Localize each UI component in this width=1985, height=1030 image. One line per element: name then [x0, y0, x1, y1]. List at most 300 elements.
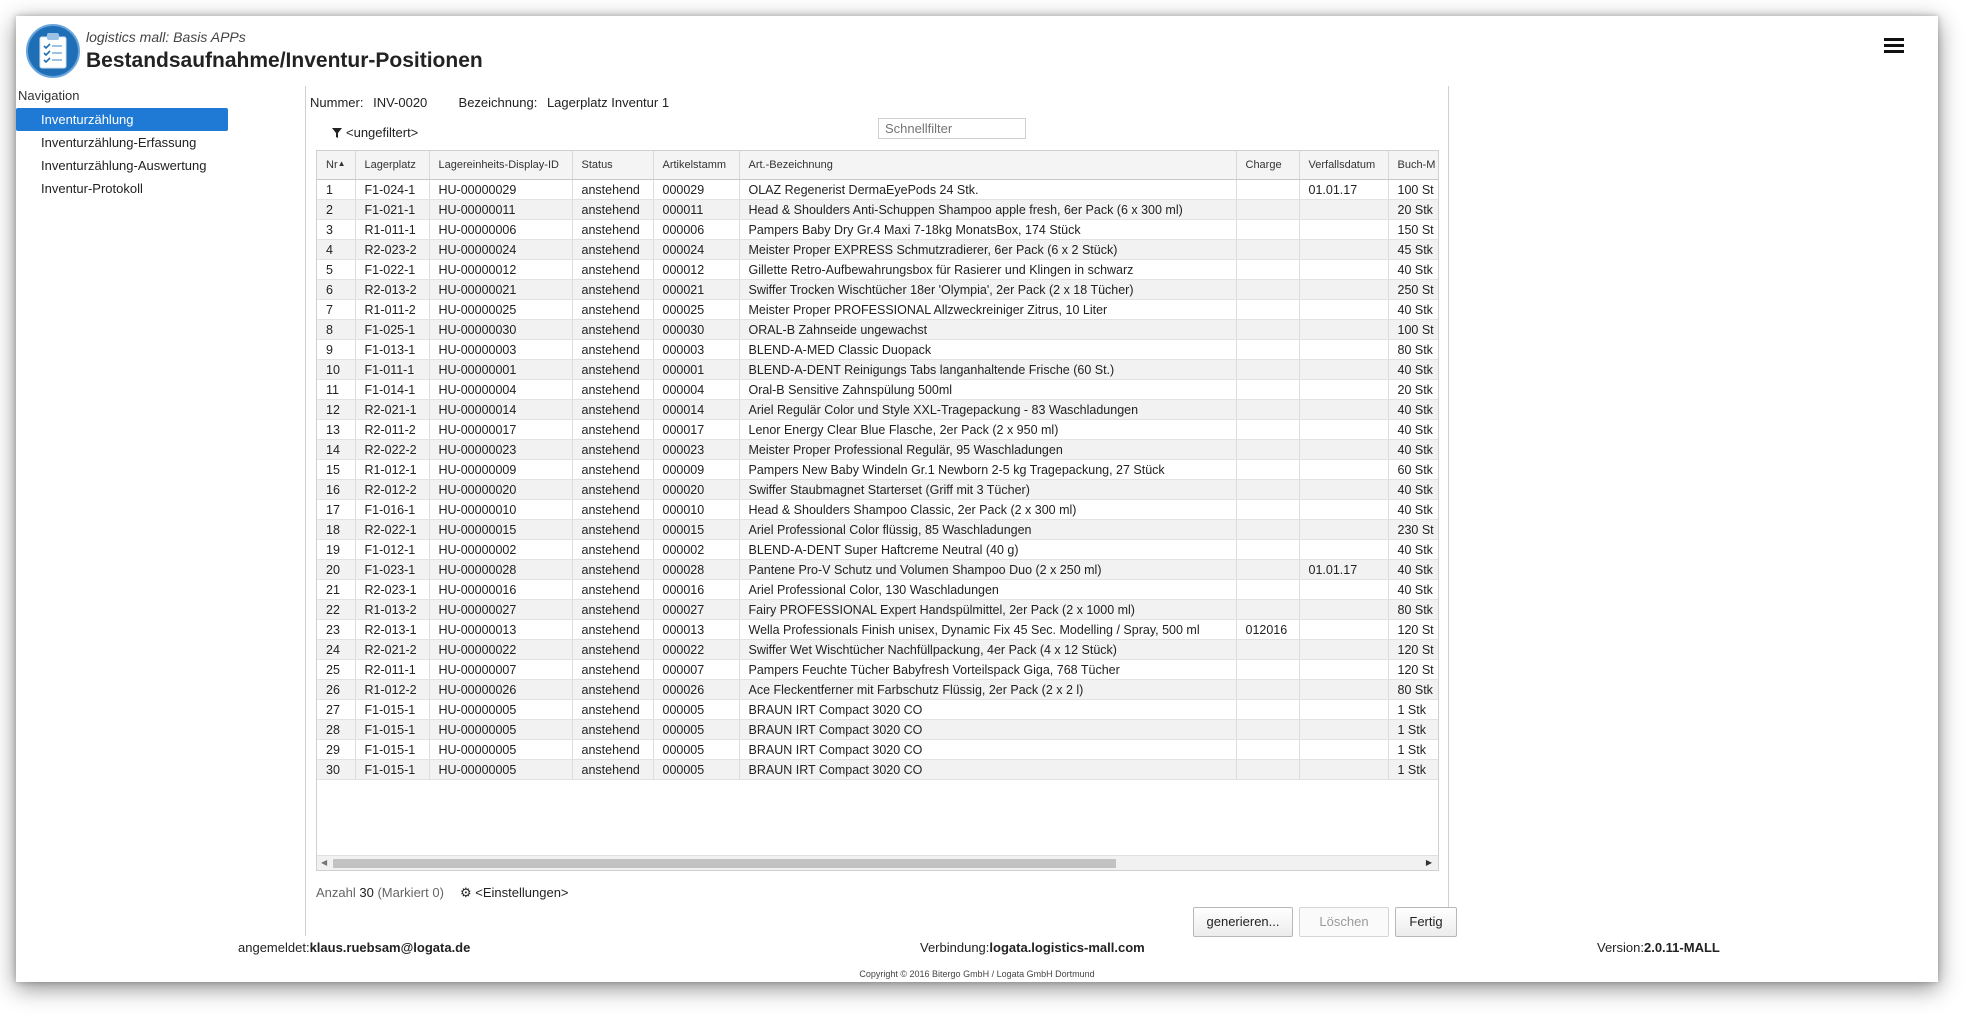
table-cell: anstehend — [572, 400, 653, 420]
table-cell: 40 Stk — [1388, 540, 1439, 560]
table-cell: R1-011-2 — [355, 300, 429, 320]
table-row[interactable] — [317, 700, 1439, 720]
app-window — [16, 16, 1938, 982]
table-cell: anstehend — [572, 580, 653, 600]
bezeichnung-value: Lagerplatz Inventur 1 — [546, 95, 670, 110]
table-cell: 80 Stk — [1388, 600, 1439, 620]
table-row[interactable] — [317, 360, 1439, 380]
sidebar-item-inventurzaehlung[interactable]: Inventurzählung — [16, 108, 228, 131]
table-cell: anstehend — [572, 680, 653, 700]
table-cell — [1299, 580, 1388, 600]
table-cell: 000016 — [653, 580, 739, 600]
table-cell — [1236, 500, 1299, 520]
table-row[interactable] — [317, 580, 1439, 600]
table-cell: 80 Stk — [1388, 680, 1439, 700]
table-cell: Head & Shoulders Anti-Schuppen Shampoo apple fresh, 6er Pack (6 x 300 ml) — [739, 200, 1236, 220]
table-cell: anstehend — [572, 180, 653, 200]
table-cell: F1-015-1 — [355, 720, 429, 740]
table-cell: Meister Proper EXPRESS Schmutzradierer, 6er Pack (6 x 2 Stück) — [739, 240, 1236, 260]
connection-info: Verbindung:logata.logistics-mall.com — [920, 940, 1145, 955]
table-cell: 11 — [317, 380, 355, 400]
table-cell: R2-013-1 — [355, 620, 429, 640]
table-cell: F1-021-1 — [355, 200, 429, 220]
table-row[interactable] — [317, 480, 1439, 500]
table-cell: 1 Stk — [1388, 700, 1439, 720]
positions-table — [317, 151, 1439, 780]
table-cell: anstehend — [572, 760, 653, 780]
table-cell: 20 Stk — [1388, 200, 1439, 220]
filter-funnel-icon — [332, 128, 342, 138]
table-row[interactable] — [317, 680, 1439, 700]
table-cell: 000030 — [653, 320, 739, 340]
sidebar-item-inventurzaehlung-erfassung[interactable]: Inventurzählung-Erfassung — [41, 135, 197, 150]
table-cell: 000005 — [653, 760, 739, 780]
table-cell: Oral-B Sensitive Zahnspülung 500ml — [739, 380, 1236, 400]
table-cell — [1299, 760, 1388, 780]
table-cell: 1 — [317, 180, 355, 200]
table-cell: anstehend — [572, 560, 653, 580]
table-cell: HU-00000016 — [429, 580, 572, 600]
table-cell: Meister Proper Professional Regulär, 95 Waschladungen — [739, 440, 1236, 460]
table-cell: ORAL-B Zahnseide ungewachst — [739, 320, 1236, 340]
table-cell: 13 — [317, 420, 355, 440]
table-cell: HU-00000007 — [429, 660, 572, 680]
table-cell: HU-00000017 — [429, 420, 572, 440]
table-cell: R2-023-1 — [355, 580, 429, 600]
table-cell: Swiffer Staubmagnet Starterset (Griff mit 3 Tücher) — [739, 480, 1236, 500]
table-cell: anstehend — [572, 600, 653, 620]
clipboard-logo-icon — [26, 24, 80, 78]
table-cell: 000005 — [653, 700, 739, 720]
table-cell: Ace Fleckentferner mit Farbschutz Flüssig, 2er Pack (2 x 2 l) — [739, 680, 1236, 700]
table-cell: HU-00000013 — [429, 620, 572, 640]
table-cell: F1-015-1 — [355, 760, 429, 780]
table-cell: 5 — [317, 260, 355, 280]
table-cell: anstehend — [572, 720, 653, 740]
table-cell: 000014 — [653, 400, 739, 420]
column-header-lagerplatz[interactable]: Lagerplatz — [355, 151, 429, 180]
table-cell: HU-00000004 — [429, 380, 572, 400]
column-header-display-id[interactable]: Lagereinheits-Display-ID — [429, 151, 572, 180]
table-row[interactable] — [317, 400, 1439, 420]
table-row[interactable] — [317, 260, 1439, 280]
table-cell: 19 — [317, 540, 355, 560]
table-cell: F1-015-1 — [355, 740, 429, 760]
table-cell: R2-012-2 — [355, 480, 429, 500]
table-cell: 000029 — [653, 180, 739, 200]
table-cell — [1299, 220, 1388, 240]
table-row[interactable] — [317, 760, 1439, 780]
table-cell: 20 Stk — [1388, 380, 1439, 400]
table-cell: 01.01.17 — [1299, 180, 1388, 200]
table-cell: 28 — [317, 720, 355, 740]
nummer-value: INV-0020 — [373, 95, 428, 110]
table-cell: F1-014-1 — [355, 380, 429, 400]
table-row[interactable] — [317, 520, 1439, 540]
table-cell: 120 St — [1388, 660, 1439, 680]
table-cell — [1299, 520, 1388, 540]
table-cell — [1236, 540, 1299, 560]
table-cell: 1 Stk — [1388, 740, 1439, 760]
table-cell: anstehend — [572, 520, 653, 540]
column-header-artikelstamm[interactable]: Artikelstamm — [653, 151, 739, 180]
table-row[interactable] — [317, 740, 1439, 760]
table-cell — [1236, 580, 1299, 600]
hamburger-menu-icon[interactable] — [1884, 38, 1904, 54]
table-cell: HU-00000005 — [429, 700, 572, 720]
table-cell: anstehend — [572, 440, 653, 460]
bezeichnung-label: Bezeichnung: — [458, 95, 538, 110]
delete-button[interactable]: Löschen — [1299, 907, 1389, 937]
table-cell — [1299, 480, 1388, 500]
done-button[interactable]: Fertig — [1395, 907, 1457, 937]
positions-grid — [316, 150, 1439, 871]
table-cell: Wella Professionals Finish unisex, Dynamic Fix 45 Sec. Modelling / Spray, 500 ml — [739, 620, 1236, 640]
table-row[interactable] — [317, 200, 1439, 220]
table-cell: Lenor Energy Clear Blue Flasche, 2er Pack (2 x 950 ml) — [739, 420, 1236, 440]
table-cell: 40 Stk — [1388, 500, 1439, 520]
table-cell: 29 — [317, 740, 355, 760]
table-cell: Pampers Feuchte Tücher Babyfresh Vorteilspack Giga, 768 Tücher — [739, 660, 1236, 680]
table-cell: 000010 — [653, 500, 739, 520]
table-cell — [1236, 300, 1299, 320]
table-cell: 40 Stk — [1388, 360, 1439, 380]
table-cell: anstehend — [572, 300, 653, 320]
table-cell: 000007 — [653, 660, 739, 680]
table-cell: 14 — [317, 440, 355, 460]
table-cell: BLEND-A-DENT Reinigungs Tabs langanhaltende Frische (60 St.) — [739, 360, 1236, 380]
table-cell: 100 St — [1388, 320, 1439, 340]
table-cell: 000011 — [653, 200, 739, 220]
scrollbar-thumb[interactable] — [333, 859, 1116, 868]
sidebar-item-inventurzaehlung-auswertung[interactable]: Inventurzählung-Auswertung — [41, 158, 207, 173]
table-row[interactable] — [317, 540, 1439, 560]
scroll-right-icon[interactable]: ▶ — [1425, 858, 1432, 867]
table-cell: 40 Stk — [1388, 580, 1439, 600]
table-cell — [1299, 720, 1388, 740]
table-cell: 000013 — [653, 620, 739, 640]
table-cell: HU-00000026 — [429, 680, 572, 700]
sidebar-item-inventur-protokoll[interactable]: Inventur-Protokoll — [41, 181, 143, 196]
table-cell: R2-011-1 — [355, 660, 429, 680]
table-cell — [1236, 340, 1299, 360]
table-cell: 17 — [317, 500, 355, 520]
table-cell: 000025 — [653, 300, 739, 320]
table-cell: 16 — [317, 480, 355, 500]
table-cell — [1299, 320, 1388, 340]
table-cell: Ariel Regulär Color und Style XXL-Tragepackung - 83 Waschladungen — [739, 400, 1236, 420]
table-cell: Ariel Professional Color, 130 Waschladungen — [739, 580, 1236, 600]
table-row[interactable] — [317, 220, 1439, 240]
table-cell — [1299, 620, 1388, 640]
table-cell: 1 Stk — [1388, 760, 1439, 780]
table-cell — [1236, 460, 1299, 480]
column-header-bezeichnung[interactable]: Art.-Bezeichnung — [739, 151, 1236, 180]
table-cell — [1236, 180, 1299, 200]
table-cell: Ariel Professional Color flüssig, 85 Waschladungen — [739, 520, 1236, 540]
scroll-left-icon[interactable]: ◀ — [321, 858, 328, 867]
table-cell: 01.01.17 — [1299, 560, 1388, 580]
table-row[interactable] — [317, 620, 1439, 640]
table-row[interactable] — [317, 280, 1439, 300]
table-cell: BRAUN IRT Compact 3020 CO — [739, 700, 1236, 720]
table-cell: F1-015-1 — [355, 700, 429, 720]
table-cell: 40 Stk — [1388, 400, 1439, 420]
table-cell — [1236, 660, 1299, 680]
table-cell: 30 — [317, 760, 355, 780]
table-cell: HU-00000029 — [429, 180, 572, 200]
table-cell — [1236, 380, 1299, 400]
table-cell: 6 — [317, 280, 355, 300]
table-cell: HU-00000025 — [429, 300, 572, 320]
table-cell: R2-021-2 — [355, 640, 429, 660]
table-cell: Swiffer Trocken Wischtücher 18er 'Olympia', 2er Pack (2 x 18 Tücher) — [739, 280, 1236, 300]
table-cell: HU-00000012 — [429, 260, 572, 280]
table-cell: 24 — [317, 640, 355, 660]
table-cell: BLEND-A-MED Classic Duopack — [739, 340, 1236, 360]
table-cell: HU-00000005 — [429, 760, 572, 780]
table-row[interactable] — [317, 560, 1439, 580]
column-header-status[interactable]: Status — [572, 151, 653, 180]
table-cell: 40 Stk — [1388, 300, 1439, 320]
table-cell — [1299, 260, 1388, 280]
table-cell: anstehend — [572, 380, 653, 400]
table-cell: 25 — [317, 660, 355, 680]
table-cell: anstehend — [572, 280, 653, 300]
filter-label: <ungefiltert> — [346, 125, 419, 140]
table-cell: Pampers Baby Dry Gr.4 Maxi 7-18kg MonatsBox, 174 Stück — [739, 220, 1236, 240]
table-cell — [1299, 340, 1388, 360]
table-row[interactable] — [317, 720, 1439, 740]
table-cell: 22 — [317, 600, 355, 620]
table-cell: anstehend — [572, 480, 653, 500]
table-row[interactable] — [317, 340, 1439, 360]
sidebar-divider — [305, 86, 306, 936]
table-cell: 000005 — [653, 720, 739, 740]
table-cell — [1236, 480, 1299, 500]
table-cell: 120 St — [1388, 640, 1439, 660]
table-cell: HU-00000022 — [429, 640, 572, 660]
table-row[interactable] — [317, 600, 1439, 620]
table-cell: Gillette Retro-Aufbewahrungsbox für Rasierer und Klingen in schwarz — [739, 260, 1236, 280]
generate-button[interactable]: generieren... — [1193, 907, 1293, 937]
table-cell — [1236, 560, 1299, 580]
table-cell: F1-011-1 — [355, 360, 429, 380]
table-cell: anstehend — [572, 360, 653, 380]
table-cell: 15 — [317, 460, 355, 480]
table-cell — [1299, 440, 1388, 460]
quick-filter-input[interactable] — [878, 118, 1026, 139]
table-cell: anstehend — [572, 460, 653, 480]
table-cell: 20 — [317, 560, 355, 580]
table-cell — [1299, 660, 1388, 680]
table-row[interactable] — [317, 300, 1439, 320]
table-cell: anstehend — [572, 620, 653, 640]
table-row[interactable] — [317, 380, 1439, 400]
table-cell: R2-022-2 — [355, 440, 429, 460]
column-header-buch-menge[interactable]: Buch-M — [1388, 151, 1439, 180]
table-cell: 000024 — [653, 240, 739, 260]
table-row[interactable] — [317, 500, 1439, 520]
table-cell — [1236, 220, 1299, 240]
table-cell: 23 — [317, 620, 355, 640]
table-cell: 40 Stk — [1388, 260, 1439, 280]
table-cell: HU-00000027 — [429, 600, 572, 620]
copyright-notice: Copyright © 2016 Bitergo GmbH / Logata GmbH Dortmund — [859, 969, 1095, 979]
table-cell: HU-00000014 — [429, 400, 572, 420]
table-cell: 000020 — [653, 480, 739, 500]
table-cell: anstehend — [572, 420, 653, 440]
table-cell: 18 — [317, 520, 355, 540]
sidebar-nav — [16, 108, 228, 200]
table-cell — [1236, 640, 1299, 660]
table-cell: BRAUN IRT Compact 3020 CO — [739, 720, 1236, 740]
table-cell: F1-022-1 — [355, 260, 429, 280]
table-cell: Pampers New Baby Windeln Gr.1 Newborn 2-5 kg Tragepackung, 27 Stück — [739, 460, 1236, 480]
table-cell — [1299, 740, 1388, 760]
table-cell: F1-023-1 — [355, 560, 429, 580]
table-cell: 8 — [317, 320, 355, 340]
table-cell — [1299, 280, 1388, 300]
table-cell — [1299, 460, 1388, 480]
column-header-verfallsdatum[interactable]: Verfallsdatum — [1299, 151, 1388, 180]
table-cell: 000022 — [653, 640, 739, 660]
table-cell: anstehend — [572, 740, 653, 760]
table-cell: F1-016-1 — [355, 500, 429, 520]
table-cell: 230 St — [1388, 520, 1439, 540]
horizontal-scrollbar[interactable] — [317, 855, 1438, 870]
table-cell: 9 — [317, 340, 355, 360]
table-cell: 000004 — [653, 380, 739, 400]
gear-icon: ⚙ — [460, 885, 472, 900]
table-cell: HU-00000030 — [429, 320, 572, 340]
table-cell: R2-022-1 — [355, 520, 429, 540]
table-cell — [1236, 400, 1299, 420]
table-cell: HU-00000006 — [429, 220, 572, 240]
table-cell — [1236, 260, 1299, 280]
table-cell: 000027 — [653, 600, 739, 620]
table-cell: Head & Shoulders Shampoo Classic, 2er Pack (2 x 300 ml) — [739, 500, 1236, 520]
table-cell: R2-011-2 — [355, 420, 429, 440]
table-cell — [1299, 700, 1388, 720]
table-cell: R1-012-2 — [355, 680, 429, 700]
table-cell: 12 — [317, 400, 355, 420]
table-cell — [1236, 700, 1299, 720]
column-header-nr[interactable]: Nr▲ — [317, 151, 355, 180]
table-cell: 000006 — [653, 220, 739, 240]
table-cell: 40 Stk — [1388, 420, 1439, 440]
table-cell — [1236, 320, 1299, 340]
table-cell: F1-024-1 — [355, 180, 429, 200]
table-row[interactable] — [317, 240, 1439, 260]
table-cell: HU-00000010 — [429, 500, 572, 520]
table-cell: anstehend — [572, 660, 653, 680]
table-row[interactable] — [317, 320, 1439, 340]
table-cell: 000026 — [653, 680, 739, 700]
table-cell — [1299, 640, 1388, 660]
table-cell — [1236, 680, 1299, 700]
table-cell — [1299, 500, 1388, 520]
table-cell — [1236, 720, 1299, 740]
table-cell: R1-011-1 — [355, 220, 429, 240]
table-cell — [1236, 240, 1299, 260]
table-cell: HU-00000001 — [429, 360, 572, 380]
table-cell: anstehend — [572, 340, 653, 360]
table-row[interactable] — [317, 460, 1439, 480]
table-cell — [1236, 760, 1299, 780]
table-cell — [1299, 400, 1388, 420]
table-cell: R2-023-2 — [355, 240, 429, 260]
table-cell — [1299, 600, 1388, 620]
version-info: Version:2.0.11-MALL — [1597, 940, 1720, 955]
table-cell: 27 — [317, 700, 355, 720]
table-cell: anstehend — [572, 320, 653, 340]
table-cell — [1236, 520, 1299, 540]
table-cell — [1236, 600, 1299, 620]
table-cell: HU-00000005 — [429, 740, 572, 760]
table-cell: 000003 — [653, 340, 739, 360]
table-cell: anstehend — [572, 700, 653, 720]
row-count: Anzahl 30 (Markiert 0) — [316, 885, 444, 900]
table-cell: 000002 — [653, 540, 739, 560]
table-cell: HU-00000011 — [429, 200, 572, 220]
table-cell: 000021 — [653, 280, 739, 300]
settings-link[interactable]: ⚙ <Einstellungen> — [460, 885, 569, 900]
table-cell: 7 — [317, 300, 355, 320]
table-cell: 120 St — [1388, 620, 1439, 640]
table-cell: BRAUN IRT Compact 3020 CO — [739, 760, 1236, 780]
filter-toggle[interactable] — [332, 125, 418, 140]
navigation-label: Navigation — [18, 88, 80, 103]
table-cell: 60 Stk — [1388, 460, 1439, 480]
table-cell: BLEND-A-DENT Super Haftcreme Neutral (40 g) — [739, 540, 1236, 560]
table-row[interactable] — [317, 440, 1439, 460]
table-cell: 1 Stk — [1388, 720, 1439, 740]
table-row[interactable] — [317, 640, 1439, 660]
table-cell: HU-00000003 — [429, 340, 572, 360]
table-cell: anstehend — [572, 200, 653, 220]
table-cell: 80 Stk — [1388, 340, 1439, 360]
column-header-charge[interactable]: Charge — [1236, 151, 1299, 180]
table-cell — [1299, 420, 1388, 440]
table-cell: 000023 — [653, 440, 739, 460]
table-cell: HU-00000028 — [429, 560, 572, 580]
table-cell: 4 — [317, 240, 355, 260]
table-cell — [1299, 300, 1388, 320]
table-cell: R2-021-1 — [355, 400, 429, 420]
table-cell: 150 St — [1388, 220, 1439, 240]
table-cell: 10 — [317, 360, 355, 380]
table-body — [317, 180, 1439, 780]
table-cell: HU-00000002 — [429, 540, 572, 560]
table-row[interactable] — [317, 180, 1439, 200]
table-row[interactable] — [317, 420, 1439, 440]
table-cell — [1236, 740, 1299, 760]
table-cell: 3 — [317, 220, 355, 240]
table-row[interactable] — [317, 660, 1439, 680]
table-cell: 40 Stk — [1388, 440, 1439, 460]
table-cell: 40 Stk — [1388, 560, 1439, 580]
table-cell: F1-012-1 — [355, 540, 429, 560]
table-cell: BRAUN IRT Compact 3020 CO — [739, 740, 1236, 760]
table-cell: 000017 — [653, 420, 739, 440]
table-cell: HU-00000023 — [429, 440, 572, 460]
app-subtitle: logistics mall: Basis APPs — [86, 29, 246, 45]
table-cell: anstehend — [572, 220, 653, 240]
table-cell: Pantene Pro-V Schutz und Volumen Shampoo Duo (2 x 250 ml) — [739, 560, 1236, 580]
table-cell: anstehend — [572, 540, 653, 560]
table-cell: 40 Stk — [1388, 480, 1439, 500]
